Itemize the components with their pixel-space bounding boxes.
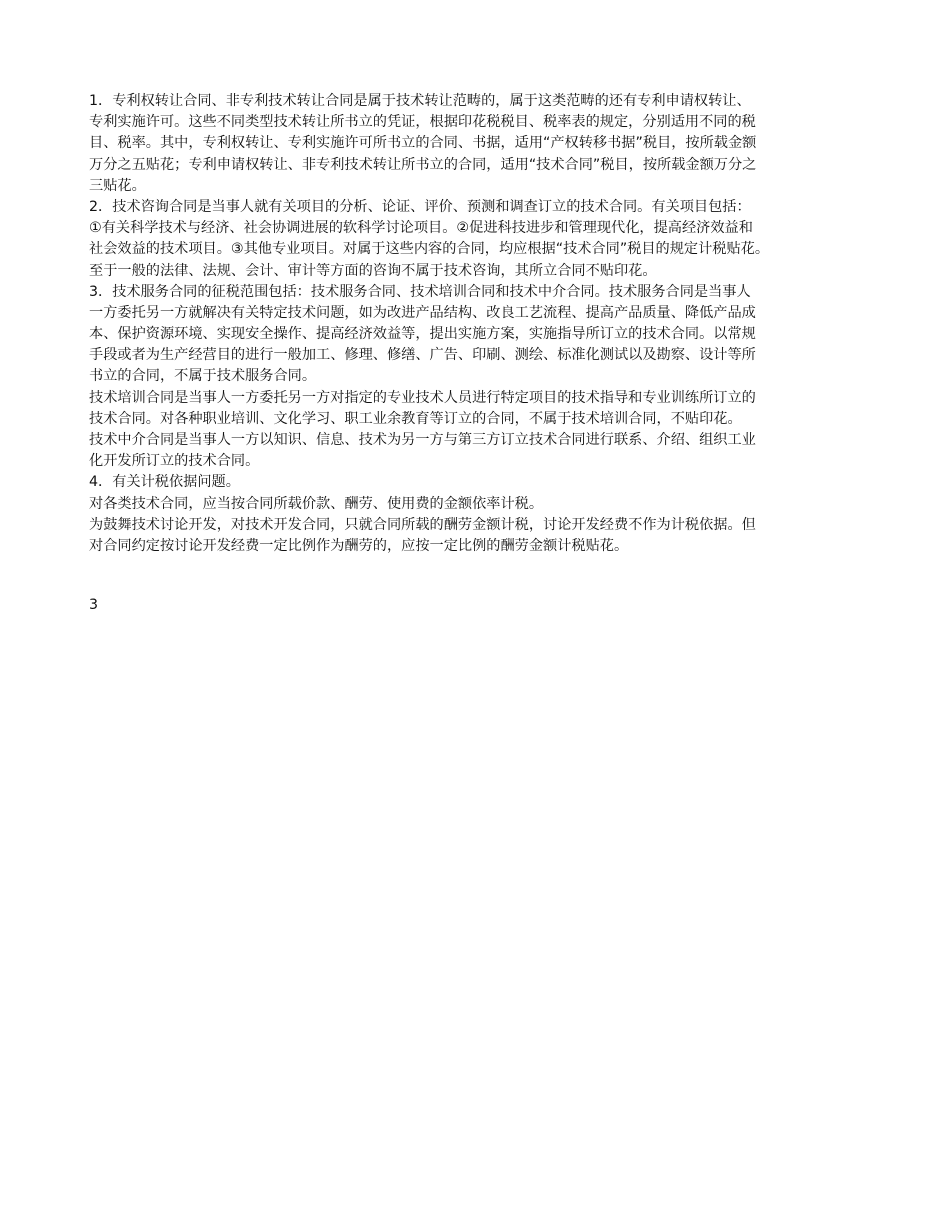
text-line: 专利实施许可。这些不同类型技术转让所书立的凭证，根据印花税税目、税率表的规定，分别适用不同的税 [89,114,756,131]
text-line: 为鼓舞技术讨论开发，对技术开发合同，只就合同所载的酬劳金额计税，讨论开发经费不作为计税依据。但 [89,516,756,533]
text-line: 技术中介合同是当事人一方以知识、信息、技术为另一方与第三方订立技术合同进行联系、介绍、组织工业 [89,432,756,448]
text-line: 1．专利权转让合同、非专利技术转让合同是属于技术转让范畴的，属于这类范畴的还有专利申请权转让、 [89,93,751,109]
text-line: 目、税率。其中，专利权转让、专利实施许可所书立的合同、书据，适用“产权转移书据”税目，按所载金额 [89,135,757,152]
text-line: 书立的合同，不属于技术服务合同。 [89,368,317,385]
text-line: 化开发所订立的技术合同。 [89,453,260,470]
text-line: 对各类技术合同，应当按合同所载价款、酬劳、使用费的金额依率计税。 [89,495,544,512]
text-line: 对合同约定按讨论开发经费一定比例作为酬劳的，应按一定比例的酬劳金额计税贴花。 [89,537,629,554]
text-line: 万分之五贴花；专利申请权转让、非专利技术转让所书立的合同，适用“技术合同”税目，按所载金额万分之 [89,156,757,173]
page-number: 3 [89,597,99,613]
text-line: 3．技术服务合同的征税范围包括：技术服务合同、技术培训合同和技术中介合同。技术服务合同是当事人 [89,283,751,300]
text-line: 社会效益的技术项目。③其他专业项目。对属于这些内容的合同，均应根据“技术合同”税目的规定计税贴花。 [89,241,770,258]
text-line: 技术培训合同是当事人一方委托另一方对指定的专业技术人员进行特定项目的技术指导和专业训练所订立的 [89,389,756,406]
text-line: 三贴花。 [89,177,146,194]
text-line: 手段或者为生产经营目的进行一般加工、修理、修缮、广告、印刷、测绘、标准化测试以及勘察、设计等所 [89,347,756,364]
text-line: 技术合同。对各种职业培训、文化学习、职工业余教育等订立的合同，不属于技术培训合同，不贴印花。 [89,410,742,427]
text-line: 一方委托另一方就解决有关特定技术问题，如为改进产品结构、改良工艺流程、提高产品质量、降低产品成 [89,304,756,321]
text-line: 2．技术咨询合同是当事人就有关项目的分析、论证、评价、预测和调查订立的技术合同。有关项目包括： [89,198,751,215]
document-body [89,91,879,557]
text-line: ①有关科学技术与经济、社会协调进展的软科学讨论项目。②促进科技进步和管理现代化，提高经济效益和 [89,220,753,237]
text-line: 至于一般的法律、法规、会计、审计等方面的咨询不属于技术咨询，其所立合同不贴印花。 [89,262,657,279]
text-line: 4．有关计税依据问题。 [89,474,240,491]
text-line: 本、保护资源环境、实现安全操作、提高经济效益等，提出实施方案，实施指导所订立的技术合同。以常规 [89,326,756,343]
